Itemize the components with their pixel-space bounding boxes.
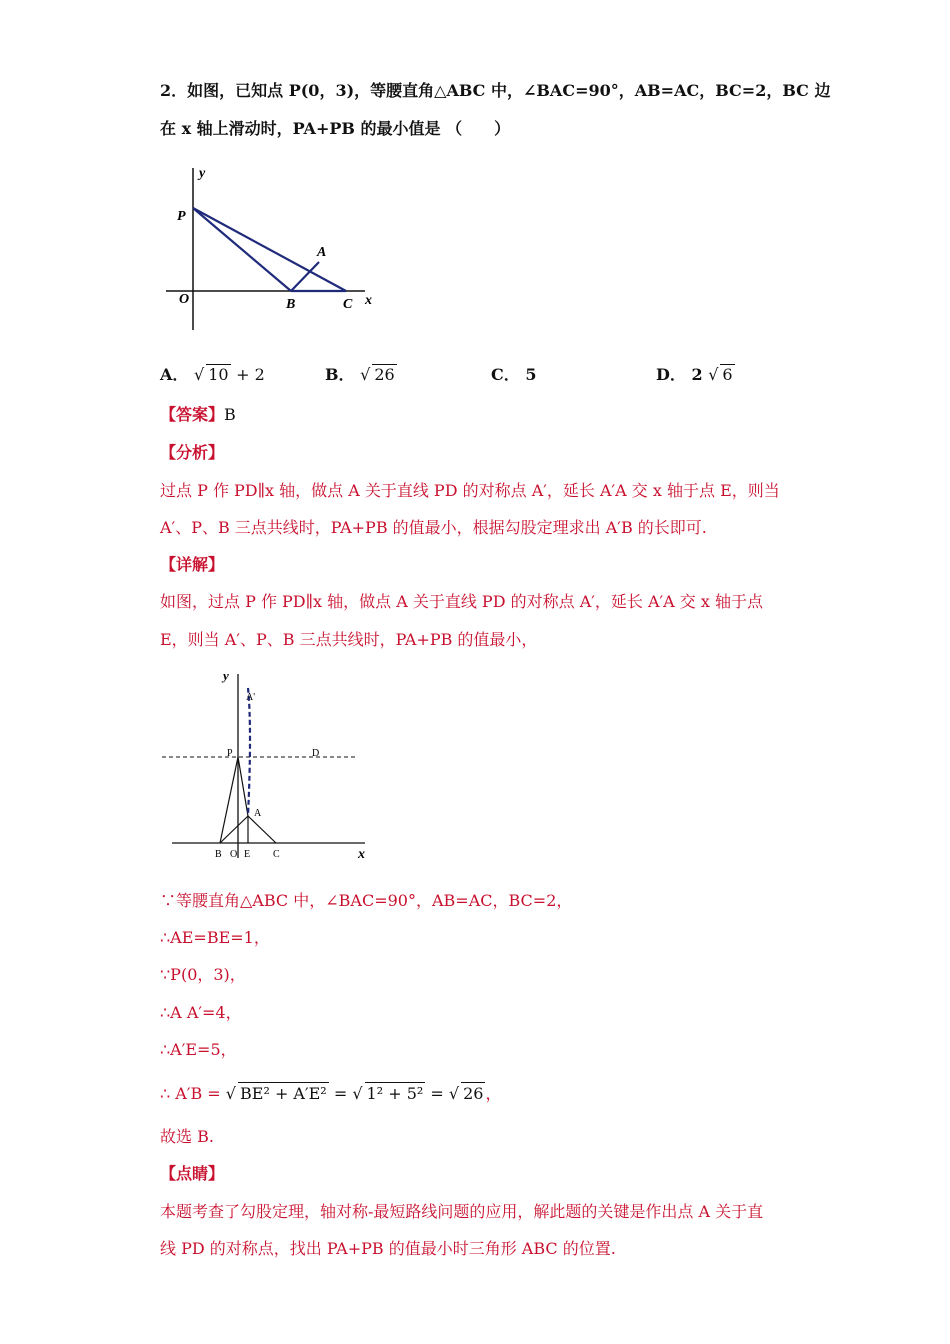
fig2-line-ac bbox=[248, 816, 276, 843]
figure-1 bbox=[160, 160, 390, 340]
fig2-label-b: B bbox=[215, 849, 222, 860]
comment-line-1: 本题考查了勾股定理，轴对称-最短路线问题的应用，解此题的关键是作出点 A 关于直 bbox=[160, 1202, 764, 1221]
option-a-radicand: 10 bbox=[208, 365, 229, 384]
detail-line-2: E，则当 A′、P、B 三点共线时，PA+PB 的值最小， bbox=[160, 630, 538, 649]
option-c-value: 5 bbox=[525, 365, 537, 384]
analysis-line-2: A′、P、B 三点共线时，PA+PB 的值最小，根据勾股定理求出 A′B 的长即可. bbox=[160, 518, 707, 537]
option-a-tail: + 2 bbox=[236, 365, 265, 384]
fig2-label-e: E bbox=[244, 849, 251, 860]
fig2-label-a: A bbox=[254, 808, 262, 819]
fig1-label-c: C bbox=[343, 297, 353, 312]
detail-tag: 【详解】 bbox=[160, 555, 225, 574]
step-3: ∵P(0，3)， bbox=[160, 965, 246, 984]
fig2-label-y: y bbox=[223, 668, 229, 683]
fig2-label-c: C bbox=[273, 849, 280, 860]
answer-tag: 【答案】 bbox=[160, 405, 225, 424]
answer-line bbox=[160, 404, 236, 426]
option-d-coef: 2 bbox=[691, 365, 703, 384]
option-b-radicand: 26 bbox=[374, 365, 395, 384]
fig2-label-o: O bbox=[230, 849, 238, 860]
fig2-label-x: x bbox=[358, 847, 365, 862]
step-2: ∴AE=BE=1， bbox=[160, 928, 270, 947]
fig1-line-ba bbox=[291, 262, 319, 291]
analysis-tag: 【分析】 bbox=[160, 443, 225, 462]
step-7: 故选 B. bbox=[160, 1127, 214, 1146]
question-line-2: 在 x 轴上滑动时，PA+PB 的最小值是 （ ） bbox=[160, 119, 511, 138]
fig2-line-pa bbox=[238, 757, 248, 816]
answer-value: B bbox=[224, 405, 236, 424]
option-c: C． 5 bbox=[491, 365, 537, 384]
figure-2 bbox=[160, 668, 390, 868]
step-1: ∵等腰直角△ABC 中，∠BAC=90°，AB=AC，BC=2， bbox=[160, 891, 573, 910]
analysis-line-1: 过点 P 作 PD∥x 轴，做点 A 关于直线 PD 的对称点 A′，延长 A′A 交 x 轴于点 E，则当 bbox=[160, 481, 780, 500]
fig2-label-aprime: A' bbox=[246, 692, 256, 703]
fig2-line-pb bbox=[220, 757, 238, 843]
fig1-label-a: A bbox=[317, 245, 327, 260]
fig2-line-aprime-a bbox=[248, 688, 250, 816]
fig2-label-p: P bbox=[227, 748, 233, 759]
formula-radicand-2: 1² + 5² bbox=[366, 1084, 424, 1103]
option-a: A． √ 10 + 2 bbox=[160, 365, 265, 384]
fig1-label-y: y bbox=[199, 166, 206, 181]
fig1-label-p: P bbox=[177, 209, 186, 224]
fig1-label-o: O bbox=[179, 292, 190, 307]
question-line-1: 2．如图，已知点 P(0，3)，等腰直角△ABC 中，∠BAC=90°，AB=AC，BC=2，BC 边 bbox=[160, 81, 831, 100]
formula-radicand-1: BE² + A′E² bbox=[240, 1084, 327, 1103]
step-4: ∴A A′=4， bbox=[160, 1003, 242, 1022]
detail-line-1: 如图，过点 P 作 PD∥x 轴，做点 A 关于直线 PD 的对称点 A′，延长 A′A 交 x 轴于点 bbox=[160, 592, 763, 611]
comment-tag: 【点睛】 bbox=[160, 1164, 225, 1183]
fig2-label-d: D bbox=[312, 748, 320, 759]
fig1-label-x: x bbox=[365, 293, 372, 308]
comment-line-2: 线 PD 的对称点，找出 PA+PB 的值最小时三角形 ABC 的位置. bbox=[160, 1239, 616, 1258]
option-b: B． √ 26 bbox=[325, 365, 395, 384]
fig1-line-pb bbox=[193, 208, 291, 291]
step-6-formula: ∴ A′B = √ BE² + A′E² = √ 1² + 5² = √ 26 ， bbox=[160, 1084, 502, 1103]
step-5: ∴A′E=5， bbox=[160, 1040, 237, 1059]
formula-radicand-3: 26 bbox=[463, 1084, 484, 1103]
option-d: D． 2 √ 6 bbox=[656, 365, 733, 384]
fig1-label-b: B bbox=[286, 297, 296, 312]
option-d-radicand: 6 bbox=[722, 365, 733, 384]
